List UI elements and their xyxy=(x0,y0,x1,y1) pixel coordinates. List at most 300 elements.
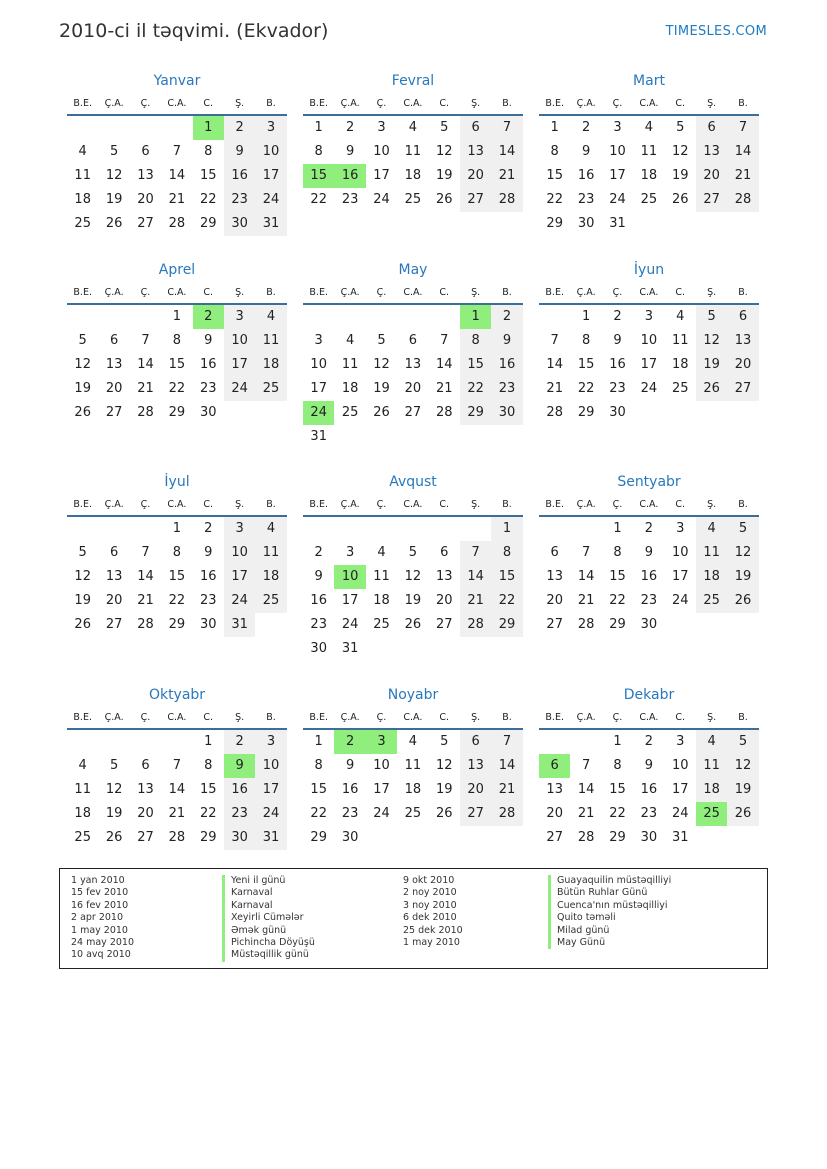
weekday-label: C.A. xyxy=(167,499,187,510)
day-grid xyxy=(539,517,759,637)
day-cell: 27 xyxy=(546,830,563,845)
day-empty xyxy=(491,637,522,661)
day-cell: 15 xyxy=(491,565,522,589)
day-cell: 24 xyxy=(373,806,390,821)
day-empty xyxy=(366,826,397,850)
day-cell: 27 xyxy=(460,188,491,212)
day-cell: 30 xyxy=(310,641,327,656)
day-cell: 24 xyxy=(671,593,689,608)
brand-link[interactable]: TIMESLES.COM xyxy=(665,24,767,39)
day-cell: 13 xyxy=(105,357,123,372)
day-empty xyxy=(67,116,98,140)
weekday-header xyxy=(67,281,287,305)
day-cell: 1 xyxy=(613,521,622,536)
day-cell: 12 xyxy=(105,782,123,797)
day-cell: 3 xyxy=(224,517,255,541)
holiday-day-cell: 2 xyxy=(334,730,365,754)
day-cell: 9 xyxy=(644,545,653,560)
day-grid xyxy=(67,116,287,236)
day-cell: 22 xyxy=(168,593,186,608)
weekday-label: B. xyxy=(266,712,276,723)
day-cell: 18 xyxy=(640,168,658,183)
day-cell: 19 xyxy=(435,782,453,797)
weekday-label: B.E. xyxy=(73,287,92,298)
day-cell: 29 xyxy=(577,405,595,420)
day-cell: 19 xyxy=(74,593,91,608)
day-cell: 26 xyxy=(373,405,390,420)
legend-date: 3 noy 2010 xyxy=(403,899,457,911)
weekday-label: Ç.A. xyxy=(104,712,124,723)
day-cell: 2 xyxy=(644,521,653,536)
month-name: Avqust xyxy=(389,474,437,490)
legend-names-right xyxy=(548,875,671,949)
day-cell: 14 xyxy=(137,357,154,372)
day-cell: 3 xyxy=(676,734,685,749)
day-cell: 22 xyxy=(168,381,186,396)
day-cell: 16 xyxy=(199,569,217,584)
holiday-legend xyxy=(59,868,768,969)
day-cell: 15 xyxy=(460,353,491,377)
weekday-label: B. xyxy=(502,287,512,298)
day-cell: 23 xyxy=(224,188,255,212)
day-cell: 25 xyxy=(255,589,286,613)
day-cell: 12 xyxy=(727,754,758,778)
day-empty xyxy=(67,730,98,754)
day-cell: 28 xyxy=(168,216,186,231)
day-cell: 19 xyxy=(435,168,453,183)
legend-holiday-name: Bütün Ruhlar Günü xyxy=(548,887,671,899)
day-cell: 15 xyxy=(168,357,186,372)
day-cell: 13 xyxy=(696,140,727,164)
day-cell: 11 xyxy=(404,144,422,159)
day-cell: 23 xyxy=(199,381,217,396)
weekday-label: Ş. xyxy=(707,499,717,510)
day-cell: 2 xyxy=(613,309,622,324)
day-cell: 1 xyxy=(314,734,323,749)
weekday-label: B.E. xyxy=(545,712,564,723)
day-cell: 14 xyxy=(727,140,758,164)
day-cell: 28 xyxy=(546,405,563,420)
day-cell: 13 xyxy=(727,329,758,353)
legend-date: 1 may 2010 xyxy=(403,936,460,948)
day-cell: 5 xyxy=(727,517,758,541)
month-name: Oktyabr xyxy=(148,687,206,703)
day-cell: 4 xyxy=(696,730,727,754)
day-cell: 10 xyxy=(671,545,689,560)
weekday-label: B.E. xyxy=(545,98,564,109)
day-cell: 15 xyxy=(168,569,186,584)
day-cell: 9 xyxy=(345,758,355,773)
holiday-day-cell: 2 xyxy=(193,305,224,329)
month-11 xyxy=(303,684,523,850)
day-cell: 18 xyxy=(255,353,286,377)
day-cell: 11 xyxy=(74,782,91,797)
day-cell: 25 xyxy=(74,216,91,231)
day-grid xyxy=(67,730,287,850)
weekday-header xyxy=(67,493,287,517)
legend-date: 2 noy 2010 xyxy=(403,887,457,899)
day-cell: 7 xyxy=(581,545,591,560)
day-cell: 15 xyxy=(310,782,327,797)
day-cell: 30 xyxy=(199,617,217,632)
day-cell: 14 xyxy=(435,357,453,372)
day-empty xyxy=(334,517,365,541)
day-empty xyxy=(539,517,570,541)
weekday-label: C. xyxy=(439,287,450,298)
day-cell: 20 xyxy=(460,778,491,802)
day-cell: 14 xyxy=(546,357,563,372)
day-cell: 2 xyxy=(224,116,255,140)
day-cell: 21 xyxy=(168,806,186,821)
day-cell: 16 xyxy=(491,353,522,377)
day-empty xyxy=(570,730,601,754)
weekday-label: C.A. xyxy=(167,712,187,723)
weekday-label: Ç.A. xyxy=(104,98,124,109)
legend-holiday-name: Guayaquilin müstəqilliyi xyxy=(548,875,671,887)
day-empty xyxy=(696,401,727,425)
weekday-label: B.E. xyxy=(73,98,92,109)
weekday-label: B.E. xyxy=(73,499,92,510)
day-cell: 2 xyxy=(644,734,653,749)
weekday-header xyxy=(303,706,523,730)
holiday-day-cell: 1 xyxy=(193,116,224,140)
day-cell: 15 xyxy=(199,782,217,797)
day-cell: 10 xyxy=(255,754,286,778)
day-empty xyxy=(429,637,460,661)
day-cell: 14 xyxy=(577,782,595,797)
day-cell: 28 xyxy=(137,617,154,632)
day-empty xyxy=(224,401,255,425)
day-cell: 23 xyxy=(640,806,658,821)
day-cell: 8 xyxy=(581,333,591,348)
day-cell: 9 xyxy=(204,545,213,560)
day-grid xyxy=(303,116,523,212)
day-cell: 18 xyxy=(373,593,390,608)
day-cell: 15 xyxy=(609,569,626,584)
day-cell: 20 xyxy=(460,164,491,188)
weekday-label: C.A. xyxy=(403,98,423,109)
day-cell: 29 xyxy=(491,613,522,637)
day-cell: 11 xyxy=(671,333,689,348)
day-cell: 19 xyxy=(696,353,727,377)
day-empty xyxy=(334,425,365,449)
day-cell: 5 xyxy=(676,120,685,135)
day-empty xyxy=(727,212,758,236)
day-empty xyxy=(161,116,192,140)
day-cell: 24 xyxy=(341,617,359,632)
weekday-label: B. xyxy=(266,499,276,510)
weekday-label: Ç. xyxy=(140,712,151,723)
day-cell: 10 xyxy=(373,758,390,773)
day-cell: 4 xyxy=(78,758,87,773)
day-cell: 3 xyxy=(377,120,386,135)
day-empty xyxy=(397,517,428,541)
day-cell: 28 xyxy=(460,613,491,637)
day-cell: 26 xyxy=(671,192,689,207)
day-cell: 20 xyxy=(105,381,123,396)
weekday-label: B. xyxy=(502,98,512,109)
weekday-header xyxy=(303,493,523,517)
weekday-label: Ç. xyxy=(376,287,387,298)
weekday-label: Ç.A. xyxy=(104,287,124,298)
day-cell: 21 xyxy=(546,381,563,396)
weekday-label: Ç.A. xyxy=(576,98,596,109)
month-12 xyxy=(539,684,759,850)
day-cell: 31 xyxy=(671,830,689,845)
day-cell: 24 xyxy=(609,192,626,207)
day-cell: 2 xyxy=(314,545,323,560)
day-cell: 29 xyxy=(199,216,217,231)
day-cell: 13 xyxy=(404,357,422,372)
day-grid xyxy=(67,305,287,425)
day-cell: 4 xyxy=(345,333,355,348)
day-cell: 1 xyxy=(491,517,522,541)
weekday-label: B.E. xyxy=(73,712,92,723)
weekday-label: Ç. xyxy=(612,712,623,723)
day-cell: 23 xyxy=(224,802,255,826)
weekday-label: Ç. xyxy=(376,98,387,109)
day-cell: 6 xyxy=(460,730,491,754)
day-cell: 10 xyxy=(671,758,689,773)
day-cell: 24 xyxy=(255,802,286,826)
holiday-day-cell: 6 xyxy=(539,754,570,778)
legend-holiday-name: Cuenca'nın müstəqilliyi xyxy=(548,900,671,912)
day-cell: 14 xyxy=(460,565,491,589)
day-cell: 17 xyxy=(224,353,255,377)
day-cell: 3 xyxy=(314,333,323,348)
day-cell: 18 xyxy=(404,168,422,183)
day-cell: 21 xyxy=(460,589,491,613)
day-cell: 23 xyxy=(199,593,217,608)
month-name: Sentyabr xyxy=(617,474,681,490)
day-empty xyxy=(491,425,522,449)
weekday-label: B.E. xyxy=(309,499,328,510)
month-name: Mart xyxy=(633,73,665,89)
day-empty xyxy=(255,613,286,637)
day-cell: 10 xyxy=(609,144,626,159)
day-cell: 24 xyxy=(640,381,658,396)
day-cell: 28 xyxy=(491,802,522,826)
day-cell: 7 xyxy=(172,144,181,159)
weekday-label: B. xyxy=(502,712,512,723)
day-cell: 3 xyxy=(345,545,355,560)
day-cell: 20 xyxy=(137,806,154,821)
day-cell: 13 xyxy=(546,782,563,797)
weekday-header xyxy=(303,92,523,116)
day-cell: 30 xyxy=(577,216,595,231)
day-cell: 27 xyxy=(404,405,422,420)
day-cell: 1 xyxy=(314,120,323,135)
day-cell: 16 xyxy=(577,168,595,183)
day-cell: 12 xyxy=(105,168,123,183)
day-cell: 22 xyxy=(460,377,491,401)
day-cell: 18 xyxy=(341,381,359,396)
day-cell: 7 xyxy=(491,116,522,140)
weekday-label: Ç. xyxy=(140,499,151,510)
weekday-label: C. xyxy=(203,712,214,723)
day-cell: 8 xyxy=(172,545,181,560)
day-cell: 6 xyxy=(408,333,417,348)
day-cell: 11 xyxy=(255,541,286,565)
day-cell: 3 xyxy=(676,521,685,536)
day-empty xyxy=(303,517,334,541)
day-grid xyxy=(303,305,523,449)
day-empty xyxy=(460,425,491,449)
day-cell: 23 xyxy=(640,593,658,608)
legend-holiday-name: Karnaval xyxy=(222,887,315,899)
day-cell: 28 xyxy=(727,188,758,212)
day-cell: 8 xyxy=(172,333,181,348)
day-cell: 17 xyxy=(609,168,626,183)
month-2 xyxy=(303,70,523,212)
weekday-label: C. xyxy=(439,712,450,723)
day-cell: 20 xyxy=(696,164,727,188)
day-cell: 6 xyxy=(696,116,727,140)
day-cell: 4 xyxy=(377,545,386,560)
day-cell: 26 xyxy=(435,806,453,821)
day-empty xyxy=(665,613,696,637)
day-cell: 3 xyxy=(255,116,286,140)
day-cell: 28 xyxy=(491,188,522,212)
day-cell: 27 xyxy=(546,617,563,632)
day-empty xyxy=(429,425,460,449)
day-cell: 16 xyxy=(640,782,658,797)
day-cell: 8 xyxy=(613,545,622,560)
day-cell: 29 xyxy=(460,401,491,425)
day-cell: 2 xyxy=(491,305,522,329)
weekday-label: Ç.A. xyxy=(104,499,124,510)
day-cell: 5 xyxy=(696,305,727,329)
day-empty xyxy=(460,826,491,850)
day-empty xyxy=(366,517,397,541)
day-cell: 31 xyxy=(341,641,359,656)
day-cell: 24 xyxy=(224,377,255,401)
day-grid xyxy=(539,116,759,236)
day-empty xyxy=(696,826,727,850)
day-cell: 20 xyxy=(546,806,563,821)
day-cell: 19 xyxy=(671,168,689,183)
weekday-label: Ç. xyxy=(376,712,387,723)
day-cell: 11 xyxy=(74,168,91,183)
month-7 xyxy=(67,471,287,637)
legend-holiday-name: Quito təməli xyxy=(548,912,671,924)
day-cell: 22 xyxy=(199,806,217,821)
day-cell: 16 xyxy=(341,782,359,797)
legend-date: 15 fev 2010 xyxy=(71,887,129,899)
month-8 xyxy=(303,471,523,661)
day-empty xyxy=(67,305,98,329)
day-empty xyxy=(460,517,491,541)
weekday-label: C.A. xyxy=(639,499,659,510)
day-cell: 26 xyxy=(727,802,758,826)
day-cell: 1 xyxy=(172,521,181,536)
weekday-label: Ş. xyxy=(707,712,717,723)
day-cell: 12 xyxy=(671,144,689,159)
day-grid xyxy=(539,730,759,850)
day-cell: 8 xyxy=(314,144,323,159)
day-cell: 8 xyxy=(460,329,491,353)
day-empty xyxy=(130,517,161,541)
day-cell: 11 xyxy=(404,758,422,773)
day-cell: 11 xyxy=(341,357,359,372)
day-cell: 10 xyxy=(373,144,390,159)
day-cell: 7 xyxy=(460,541,491,565)
day-empty xyxy=(98,517,129,541)
legend-holiday-name: Xeyirli Cümələr xyxy=(222,912,315,924)
weekday-label: C.A. xyxy=(403,499,423,510)
holiday-day-cell: 3 xyxy=(366,730,397,754)
day-cell: 6 xyxy=(727,305,758,329)
day-cell: 4 xyxy=(676,309,685,324)
month-1 xyxy=(67,70,287,236)
weekday-header xyxy=(67,92,287,116)
day-cell: 21 xyxy=(491,164,522,188)
holiday-day-cell: 25 xyxy=(696,802,727,826)
day-cell: 12 xyxy=(373,357,390,372)
day-cell: 9 xyxy=(314,569,323,584)
day-cell: 27 xyxy=(460,802,491,826)
day-cell: 19 xyxy=(727,565,758,589)
day-cell: 28 xyxy=(435,405,453,420)
day-cell: 27 xyxy=(105,405,123,420)
day-cell: 22 xyxy=(609,593,626,608)
day-cell: 26 xyxy=(435,192,453,207)
day-cell: 13 xyxy=(546,569,563,584)
day-cell: 19 xyxy=(105,192,123,207)
day-cell: 24 xyxy=(224,589,255,613)
day-cell: 18 xyxy=(696,778,727,802)
weekday-label: C. xyxy=(675,712,686,723)
day-cell: 5 xyxy=(727,730,758,754)
day-empty xyxy=(397,305,428,329)
day-cell: 28 xyxy=(168,830,186,845)
weekday-label: Ç.A. xyxy=(340,712,360,723)
day-cell: 30 xyxy=(224,212,255,236)
weekday-label: C. xyxy=(439,98,450,109)
day-grid xyxy=(303,517,523,661)
weekday-label: B.E. xyxy=(545,287,564,298)
day-cell: 30 xyxy=(199,405,217,420)
holiday-day-cell: 9 xyxy=(224,754,255,778)
weekday-label: C. xyxy=(203,287,214,298)
day-cell: 12 xyxy=(74,569,91,584)
day-cell: 16 xyxy=(224,778,255,802)
day-empty xyxy=(397,425,428,449)
day-cell: 27 xyxy=(727,377,758,401)
weekday-label: B. xyxy=(738,712,748,723)
day-cell: 9 xyxy=(204,333,213,348)
day-cell: 14 xyxy=(168,782,186,797)
legend-date: 16 fev 2010 xyxy=(71,899,129,911)
day-cell: 12 xyxy=(435,144,453,159)
day-cell: 11 xyxy=(696,541,727,565)
day-cell: 19 xyxy=(373,381,390,396)
month-6 xyxy=(539,259,759,425)
day-cell: 22 xyxy=(199,192,217,207)
day-cell: 16 xyxy=(609,357,626,372)
day-cell: 17 xyxy=(341,593,359,608)
day-cell: 26 xyxy=(74,405,91,420)
day-cell: 24 xyxy=(671,806,689,821)
weekday-label: Ç. xyxy=(140,98,151,109)
day-cell: 15 xyxy=(546,168,563,183)
day-cell: 8 xyxy=(491,541,522,565)
day-empty xyxy=(397,826,428,850)
day-cell: 16 xyxy=(224,164,255,188)
day-cell: 31 xyxy=(609,216,626,231)
day-cell: 13 xyxy=(105,569,123,584)
month-4 xyxy=(67,259,287,425)
